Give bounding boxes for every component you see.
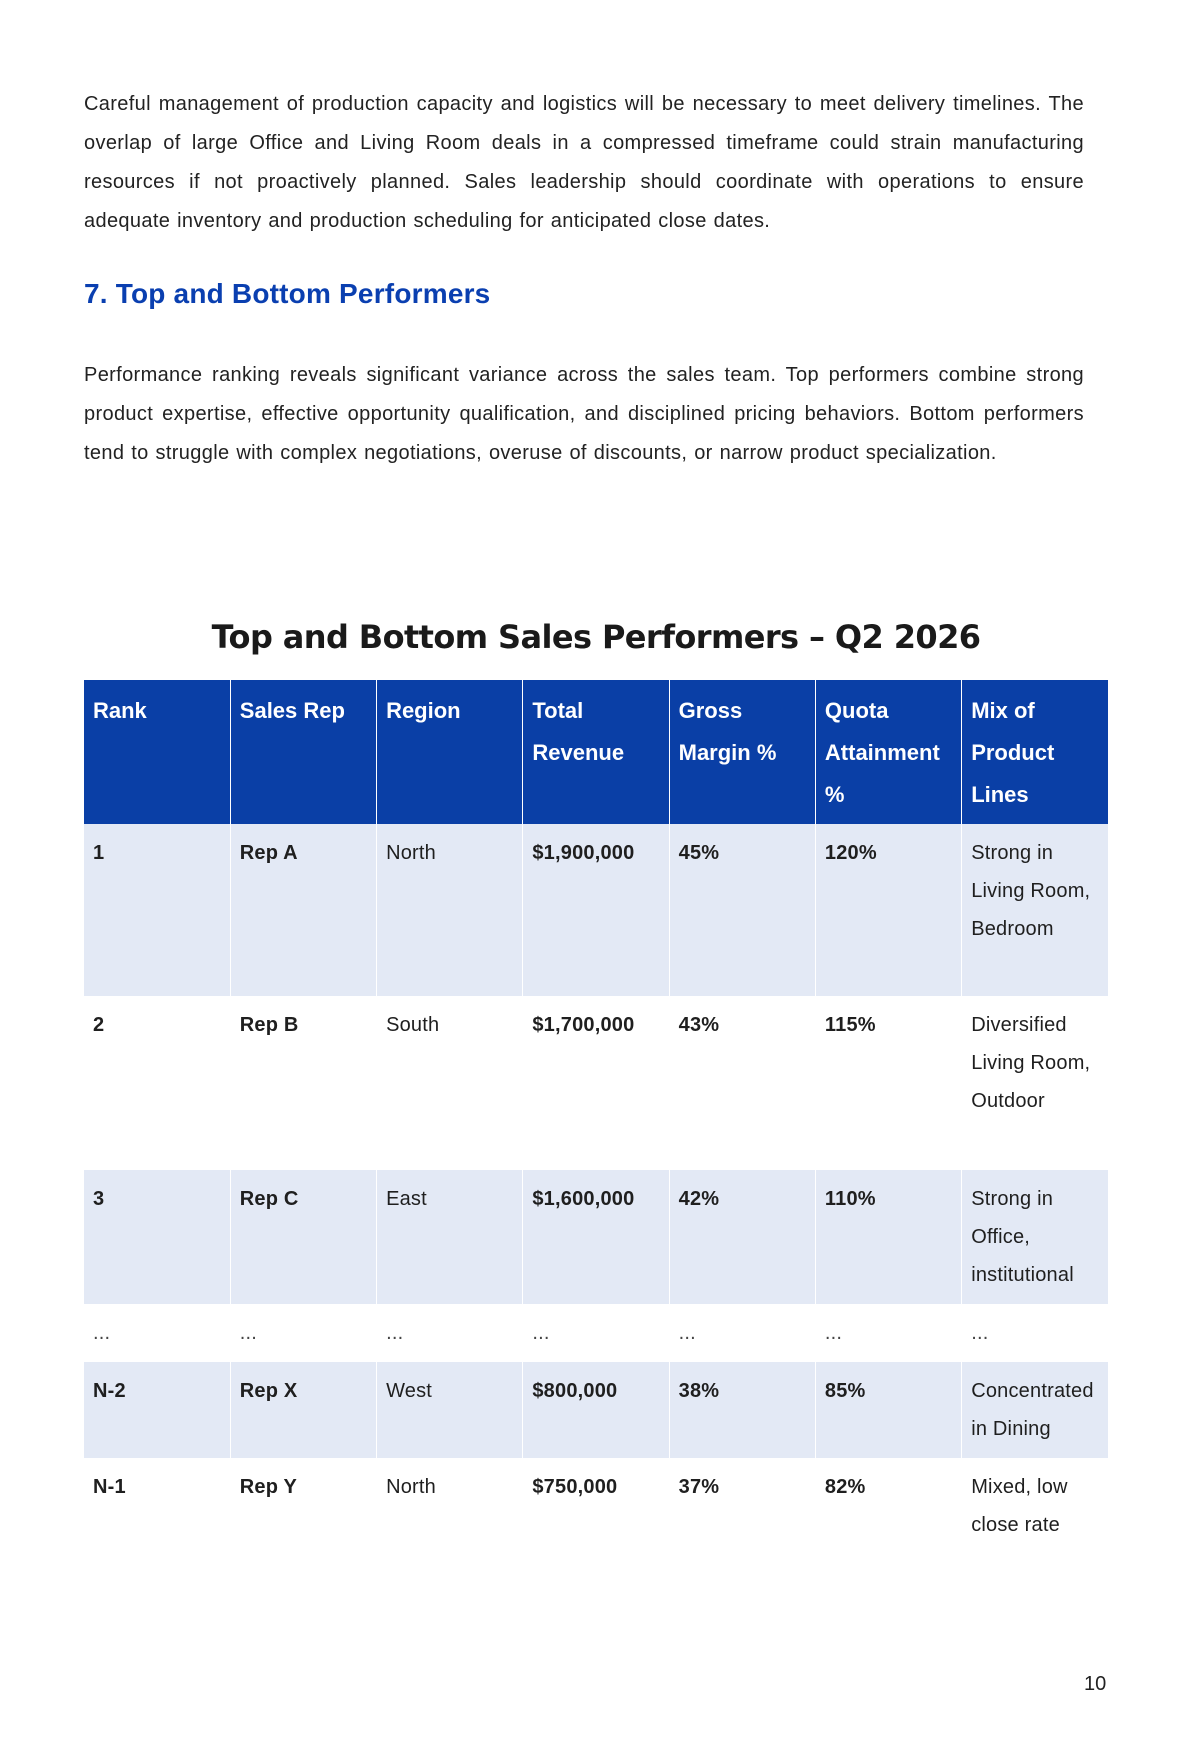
intro-paragraph: Careful management of production capacity and logistics will be necessary to meet delivery timelines. The overlap of large Office and Living Room deals in a compressed timeframe could strain manufacturing resources if not proactively planned. Sales leadership should coordinate with operations to ensure adequate inventory and production scheduling for anticipated close dates. <box>84 93 1084 232</box>
table-row <box>84 824 1108 996</box>
cell-ellipsis: ... <box>230 1304 376 1362</box>
cell-ellipsis: ... <box>377 1304 523 1362</box>
header-rank: Rank <box>84 680 230 824</box>
cell-total-revenue: $750,000 <box>523 1458 669 1554</box>
cell-total-revenue: $800,000 <box>523 1362 669 1458</box>
cell-product-mix: Strong in Living Room, Bedroom <box>962 824 1108 996</box>
cell-region: East <box>377 1170 523 1304</box>
table-row <box>84 1170 1108 1304</box>
cell-gross-margin: 38% <box>669 1362 815 1458</box>
cell-quota-attainment: 110% <box>815 1170 961 1304</box>
header-total-revenue: Total Revenue <box>523 680 669 824</box>
header-product-mix: Mix of Product Lines <box>962 680 1108 824</box>
header-sales-rep: Sales Rep <box>230 680 376 824</box>
cell-gross-margin: 42% <box>669 1170 815 1304</box>
cell-region: North <box>377 824 523 996</box>
cell-gross-margin: 43% <box>669 996 815 1170</box>
cell-total-revenue: $1,700,000 <box>523 996 669 1170</box>
cell-quota-attainment: 120% <box>815 824 961 996</box>
cell-ellipsis: ... <box>84 1304 230 1362</box>
header-gross-margin: Gross Margin % <box>669 680 815 824</box>
section-paragraph: Performance ranking reveals significant variance across the sales team. Top performers combine strong product expertise, effective opportunity qualification, and disciplined pricing behaviors. Bottom performers tend to struggle with complex negotiations, overuse of discounts, or narrow product specialization. <box>84 364 1084 464</box>
cell-sales-rep: Rep A <box>230 824 376 996</box>
cell-product-mix: Diversified Living Room, Outdoor <box>971 1014 1091 1112</box>
cell-quota-attainment: 82% <box>815 1458 961 1554</box>
header-region: Region <box>377 680 523 824</box>
cell-gross-margin: 45% <box>669 824 815 996</box>
table-row <box>84 1458 1108 1554</box>
cell-ellipsis: ... <box>523 1304 669 1362</box>
cell-product-mix: Mixed, low close rate <box>971 1476 1068 1536</box>
cell-ellipsis: ... <box>971 1322 989 1344</box>
cell-sales-rep: Rep C <box>230 1170 376 1304</box>
section-heading: 7. Top and Bottom Performers <box>84 278 491 309</box>
cell-ellipsis: ... <box>669 1304 815 1362</box>
table-row <box>84 1362 1108 1458</box>
cell-total-revenue: $1,600,000 <box>523 1170 669 1304</box>
cell-region: South <box>377 996 523 1170</box>
cell-gross-margin: 37% <box>669 1458 815 1554</box>
table-title: Top and Bottom Sales Performers – Q2 2026 <box>211 618 981 656</box>
cell-rank: 2 <box>84 996 230 1170</box>
cell-rank: 1 <box>84 824 230 996</box>
cell-ellipsis: ... <box>815 1304 961 1362</box>
cell-sales-rep: Rep B <box>230 996 376 1170</box>
cell-product-mix: Concentrated in Dining <box>962 1362 1108 1458</box>
cell-quota-attainment: 115% <box>815 996 961 1170</box>
cell-total-revenue: $1,900,000 <box>523 824 669 996</box>
cell-rank: 3 <box>84 1170 230 1304</box>
table-header-row <box>84 680 1108 824</box>
cell-region: North <box>377 1458 523 1554</box>
cell-sales-rep: Rep X <box>230 1362 376 1458</box>
table-row <box>84 996 1108 1170</box>
table-row-ellipsis <box>84 1304 1108 1362</box>
cell-rank: N-2 <box>84 1362 230 1458</box>
cell-quota-attainment: 85% <box>815 1362 961 1458</box>
header-quota-attainment: Quota Attainment % <box>815 680 961 824</box>
cell-rank: N-1 <box>84 1458 230 1554</box>
cell-product-mix: Strong in Office, institutional <box>962 1170 1108 1304</box>
performers-table <box>84 680 1108 1554</box>
page-number: 10 <box>1084 1673 1107 1695</box>
cell-sales-rep: Rep Y <box>230 1458 376 1554</box>
cell-region: West <box>377 1362 523 1458</box>
